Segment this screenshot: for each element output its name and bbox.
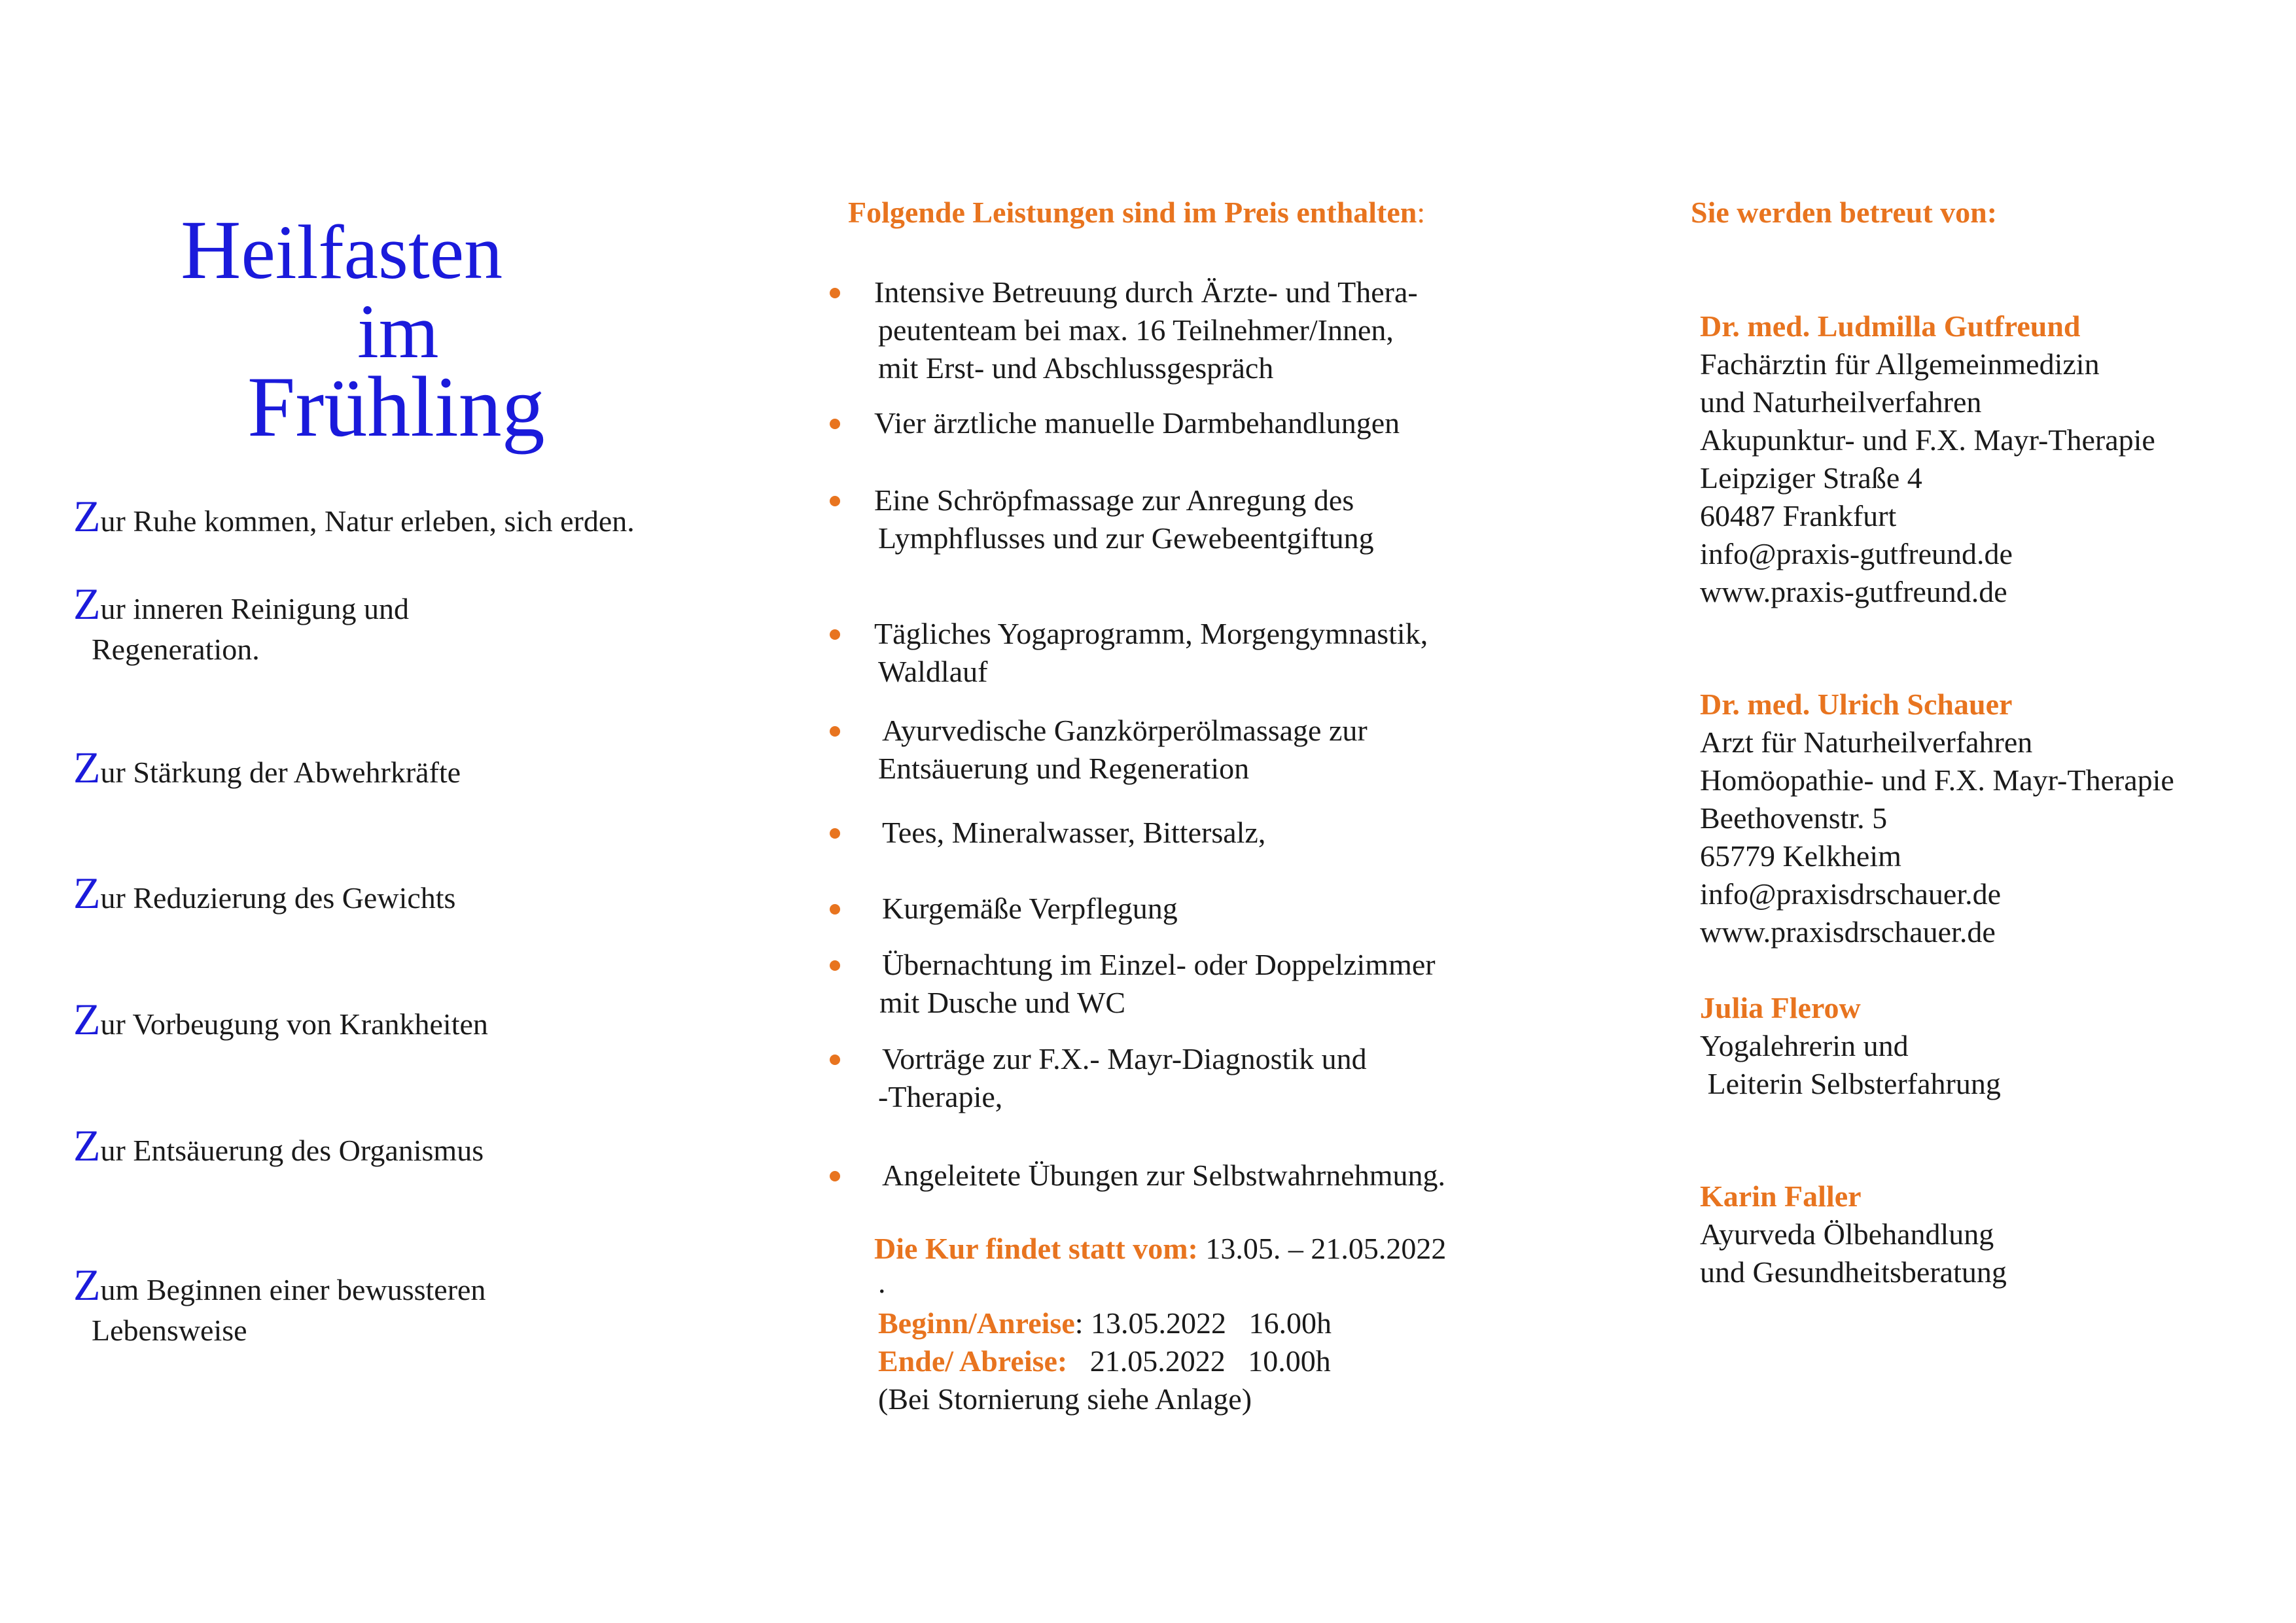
goal-initial: Z [73, 742, 101, 792]
person-detail: Leiterin Selbsterfahrung [1700, 1067, 2001, 1100]
goal-text: um Beginnen einer bewussteren [100, 1273, 486, 1306]
service-text: Übernachtung im Einzel- oder Doppelzimmer [882, 948, 1436, 981]
bullet-icon [830, 828, 840, 839]
service-item-3 [874, 481, 1374, 557]
service-item-5 [878, 712, 1368, 788]
service-item-8 [879, 946, 1436, 1022]
person-detail: Arzt für Naturheilverfahren [1700, 725, 2033, 759]
person-detail: Beethovenstr. 5 [1700, 801, 1888, 835]
service-text: Angeleitete Übungen zur Selbstwahrnehmung. [882, 1159, 1445, 1192]
bullet-icon [830, 726, 840, 737]
service-item-10 [882, 1157, 1445, 1195]
service-text: Lymphflusses und zur Gewebeentgiftung [878, 521, 1374, 555]
goal-text: ur Entsäuerung des Organismus [100, 1134, 484, 1167]
person-detail: Fachärztin für Allgemeinmedizin [1700, 347, 2100, 381]
title-word-heilfasten: eilfasten [241, 209, 503, 295]
goal-text-cont: Regeneration. [92, 633, 260, 666]
schedule-dates-value: 13.05. – 21.05.2022 [1197, 1232, 1447, 1265]
service-text: Vier ärztliche manuelle Darmbehandlungen [874, 406, 1400, 440]
person-name: Dr. med. Ulrich Schauer [1700, 688, 2013, 721]
schedule-dates-label: Die Kur findet statt vom: [874, 1232, 1198, 1265]
goal-item-6 [73, 1121, 484, 1171]
goal-item-2 [73, 579, 409, 670]
services-heading-text: Folgende Leistungen sind im Preis enthalten [848, 196, 1417, 229]
goal-initial: Z [73, 994, 101, 1044]
schedule-dot: . [878, 1266, 886, 1299]
person-faller [1700, 1178, 2007, 1291]
goal-item-5 [73, 994, 488, 1045]
person-name: Julia Flerow [1700, 991, 1861, 1024]
service-text: Ayurvedische Ganzkörperölmassage zur [882, 714, 1368, 747]
person-website: www.praxisdrschauer.de [1700, 915, 1996, 949]
title-line-3: Frühling [247, 358, 545, 455]
team-heading: Sie werden betreut von: [1691, 196, 1998, 229]
schedule-end-label: Ende/ Abreise: [878, 1344, 1068, 1378]
service-text: Tägliches Yogaprogramm, Morgengymnastik, [874, 617, 1428, 650]
person-detail: Akupunktur- und F.X. Mayr-Therapie [1700, 423, 2155, 457]
services-heading-colon: : [1417, 196, 1426, 229]
person-schauer [1700, 686, 2174, 951]
schedule-dates [874, 1230, 1446, 1268]
title-line-2: im [357, 288, 439, 374]
service-item-6 [882, 814, 1265, 852]
service-item-7 [882, 890, 1178, 928]
goal-initial: Z [73, 868, 101, 918]
person-detail: Ayurveda Ölbehandlung [1700, 1217, 1994, 1251]
goal-initial: Z [73, 491, 101, 541]
goal-text: ur Stärkung der Abwehrkräfte [100, 756, 461, 789]
bullet-icon [830, 496, 840, 506]
goal-item-3 [73, 742, 461, 793]
bullet-icon [830, 419, 840, 429]
person-detail: Homöopathie- und F.X. Mayr-Therapie [1700, 763, 2174, 797]
service-item-9 [878, 1040, 1367, 1116]
service-item-1 [874, 273, 1418, 387]
service-text: Tees, Mineralwasser, Bittersalz, [882, 816, 1266, 849]
services-heading [848, 194, 1425, 232]
person-gutfreund [1700, 307, 2155, 611]
person-detail: und Gesundheitsberatung [1700, 1255, 2007, 1289]
service-text: Waldlauf [878, 655, 988, 688]
service-item-4 [874, 615, 1428, 691]
person-name: Karin Faller [1700, 1179, 1862, 1213]
bullet-icon [830, 629, 840, 640]
service-text: Vorträge zur F.X.- Mayr-Diagnostik und [882, 1042, 1367, 1075]
goal-item-1 [73, 491, 635, 542]
service-text: -Therapie, [878, 1080, 1003, 1113]
person-detail: 60487 Frankfurt [1700, 499, 1897, 532]
service-text: Intensive Betreuung durch Ärzte- und Thera- [874, 275, 1418, 309]
goal-initial: Z [73, 579, 101, 629]
goal-item-7 [73, 1260, 486, 1351]
goal-text: ur Vorbeugung von Krankheiten [100, 1007, 488, 1041]
service-text: Eine Schröpfmassage zur Anregung des [874, 483, 1354, 517]
service-item-2 [874, 404, 1400, 442]
goal-item-4 [73, 868, 456, 918]
goal-text: ur inneren Reinigung und [100, 592, 409, 625]
title-initial: H [181, 203, 241, 296]
service-text: Entsäuerung und Regeneration [878, 752, 1250, 785]
bullet-icon [830, 1171, 840, 1181]
goal-initial: Z [73, 1260, 101, 1310]
bullet-icon [830, 288, 840, 298]
person-detail: 65779 Kelkheim [1700, 839, 1901, 873]
goal-text: ur Reduzierung des Gewichts [100, 881, 456, 915]
title-line-1 [181, 203, 503, 296]
service-text: mit Dusche und WC [879, 986, 1126, 1019]
person-detail: und Naturheilverfahren [1700, 385, 1982, 419]
person-flerow [1700, 989, 2001, 1103]
schedule-start-value: : 13.05.2022 16.00h [1074, 1306, 1332, 1340]
bullet-icon [830, 960, 840, 971]
bullet-icon [830, 904, 840, 915]
person-email: info@praxisdrschauer.de [1700, 877, 2002, 911]
service-text: peutenteam bei max. 16 Teilnehmer/Innen, [878, 313, 1394, 347]
person-website: www.praxis-gutfreund.de [1700, 575, 2007, 608]
goal-initial: Z [73, 1121, 101, 1170]
schedule-start-label: Beginn/Anreise [878, 1306, 1075, 1340]
goal-text: ur Ruhe kommen, Natur erleben, sich erden. [100, 504, 635, 538]
service-text: mit Erst- und Abschlussgespräch [878, 351, 1274, 385]
person-detail: Yogalehrerin und [1700, 1029, 1909, 1062]
schedule-end-value: 21.05.2022 10.00h [1067, 1344, 1331, 1378]
schedule-end [878, 1342, 1331, 1380]
person-detail: Leipziger Straße 4 [1700, 461, 1922, 495]
person-email: info@praxis-gutfreund.de [1700, 537, 2013, 570]
service-text: Kurgemäße Verpflegung [882, 892, 1178, 925]
goal-text-cont: Lebensweise [92, 1314, 247, 1347]
schedule-note: (Bei Stornierung siehe Anlage) [878, 1382, 1252, 1416]
bullet-icon [830, 1055, 840, 1065]
schedule-start [878, 1304, 1332, 1342]
person-name: Dr. med. Ludmilla Gutfreund [1700, 309, 2081, 343]
